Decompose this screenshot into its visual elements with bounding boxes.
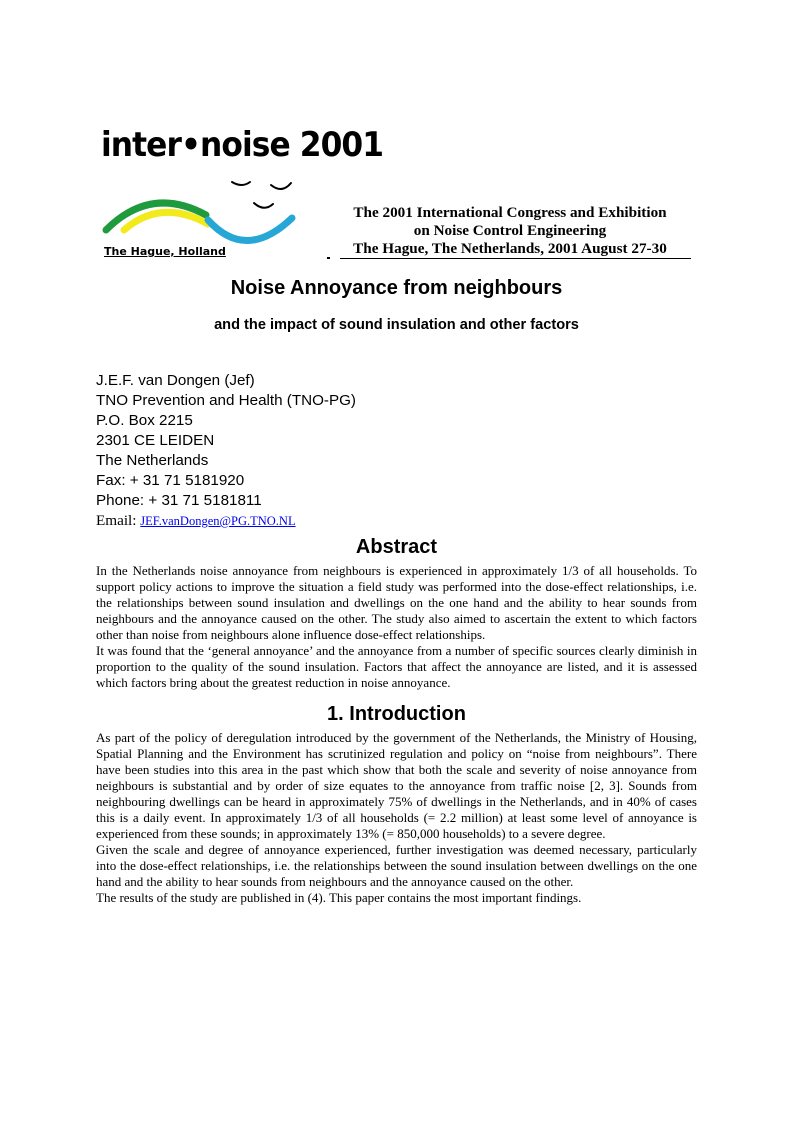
abstract-body bbox=[96, 563, 697, 691]
logo-blue-wave bbox=[208, 218, 292, 241]
conference-line-3: The Hague, The Netherlands, 2001 August 27-30 bbox=[353, 240, 667, 257]
introduction-body bbox=[96, 730, 697, 906]
paper-subtitle: and the impact of sound insulation and other factors bbox=[214, 317, 579, 333]
logo-smile-mark bbox=[271, 183, 291, 189]
logo-waves-graphic bbox=[96, 180, 326, 250]
paper-title: Noise Annoyance from neighbours bbox=[230, 277, 563, 299]
logo-smile-mark bbox=[232, 182, 250, 185]
author-organization: TNO Prevention and Health (TNO-PG) bbox=[96, 392, 356, 409]
author-block bbox=[96, 371, 356, 531]
conference-line-2: on Noise Control Engineering bbox=[413, 222, 607, 239]
author-phone: Phone: + 31 71 5181811 bbox=[96, 492, 262, 509]
author-email-line bbox=[96, 511, 356, 531]
logo-smile-mark bbox=[254, 203, 273, 208]
author-name: J.E.F. van Dongen (Jef) bbox=[96, 372, 255, 389]
conference-line-1: The 2001 International Congress and Exhibition bbox=[353, 204, 667, 221]
header-rule bbox=[340, 258, 691, 259]
logo-yellow-wave bbox=[124, 212, 208, 230]
author-po-box: P.O. Box 2215 bbox=[96, 412, 193, 429]
introduction-paragraph: As part of the policy of deregulation introduced by the government of the Netherlands, the Ministry of Housing, Spatial Planning and the Environment has scrutinized regulation and policy on “noise from neighbours”. There have been studies into this area in the past which show that both the scale and severity of noise annoyance from neighbours is substantial and by order of size equates to the annoyance from traffic noise [2, 3]. Sounds from neighbouring dwellings can be heard in approximately 75% of dwellings in the Netherlands, and in 40% of cases this is a daily event. In approximately 1/3 of all households (= 2.2 million) at least some level of annoyance is experienced from these sounds; in approximately 13% (= 850,000 households) to a severe degree. bbox=[96, 730, 697, 841]
header-rule-dot bbox=[327, 257, 330, 259]
introduction-paragraph: Given the scale and degree of annoyance experienced, further investigation was deemed necessary, particularly into the dose-effect relationships, i.e. the relationships between the sound insulation between dwellings on the one hand and the ability to hear sounds from neighbours and the annoyance caused on the other. bbox=[96, 842, 697, 889]
author-country: The Netherlands bbox=[96, 452, 209, 469]
author-fax: Fax: + 31 71 5181920 bbox=[96, 472, 245, 489]
email-link[interactable]: JEF.vanDongen@PG.TNO.NL bbox=[140, 514, 296, 528]
abstract-heading: Abstract bbox=[355, 536, 438, 558]
author-city: 2301 CE LEIDEN bbox=[96, 432, 215, 449]
abstract-paragraph: It was found that the ‘general annoyance’ and the annoyance from a number of specific sources clearly diminish in proportion to the quality of the sound insulation. Factors that affect the annoyance are listed, and it is assessed which factors bring about the greatest reduction in noise annoyance. bbox=[96, 643, 697, 690]
introduction-paragraph: The results of the study are published in (4). This paper contains the most important findings. bbox=[96, 890, 582, 905]
abstract-paragraph: In the Netherlands noise annoyance from neighbours is experienced in approximately 1/3 of all households. To support policy actions to improve the situation a field study was performed into the dose-effect relationships, i.e. the relationships between sound insulation and dwellings on the one hand and the ability to hear sounds from neighbours and the annoyance caused on the other. The study also aimed to ascertain the extent to which factors other than noise from neighbours alone influence dose-effect relationships. bbox=[96, 563, 697, 642]
logo-title: inter•noise 2001 bbox=[101, 125, 384, 165]
email-label: Email: bbox=[96, 512, 141, 529]
logo-city: The Hague, Holland bbox=[104, 245, 226, 258]
conference-header bbox=[330, 204, 690, 258]
introduction-heading: 1. Introduction bbox=[327, 703, 466, 725]
